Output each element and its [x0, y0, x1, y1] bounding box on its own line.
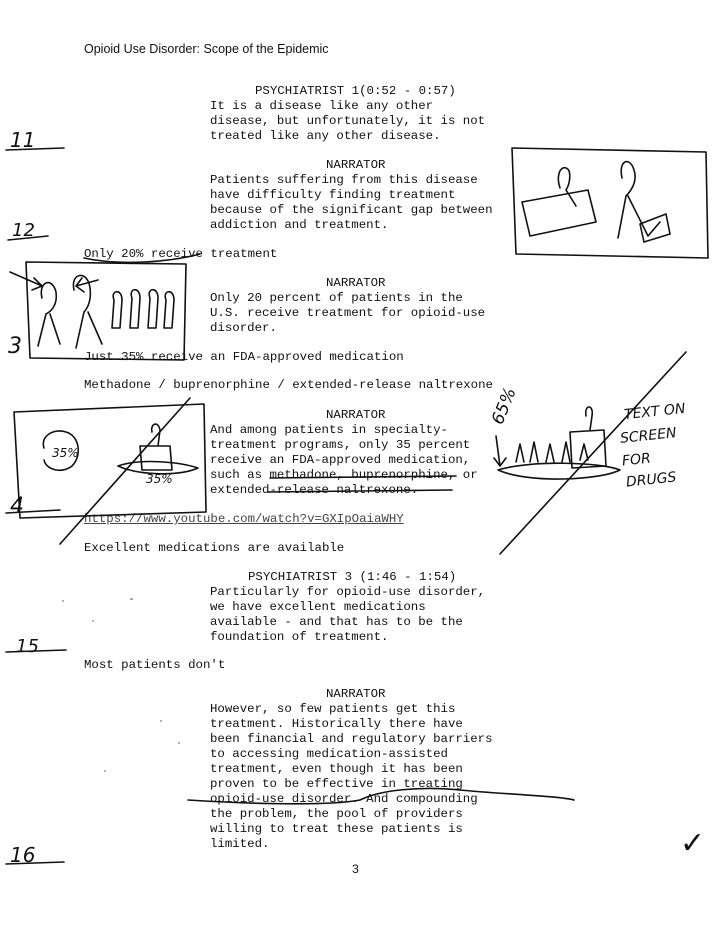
sketch-person-left: [558, 168, 576, 206]
sketch-desk: [522, 190, 596, 236]
narrator4-line: willing to treat these patients is: [210, 822, 463, 836]
margin-scene-13: 3: [8, 334, 22, 359]
narrator4-line: However, so few patients get this: [210, 702, 456, 716]
text-on-screen-note-4: DRUGS: [625, 469, 678, 491]
sketch-podium: [140, 424, 172, 470]
narrator1-heading: NARRATOR: [326, 158, 386, 172]
caption-medications: Methadone / buprenorphine / extended-release naltrexone: [84, 378, 493, 392]
narrator2-line: U.S. receive treatment for opioid-use: [210, 306, 486, 320]
narrator3-line: such as methadone, buprenorphine, or: [210, 468, 478, 482]
text-on-screen-note-3: FOR: [621, 450, 652, 470]
caption-20-percent: Only 20% receive treatment: [84, 247, 278, 261]
narrator4-line: been financial and regulatory barriers: [210, 732, 493, 746]
narrator4-line: to accessing medication-assisted: [210, 747, 448, 761]
narrator4-line: opioid-use disorder. And compounding: [210, 792, 478, 806]
sketch-crowd-figures: [516, 442, 588, 462]
scan-speck: [130, 598, 133, 600]
narrator4-line: treatment, even though it has been: [210, 762, 463, 776]
sketch-person-right: [618, 162, 660, 238]
sketch-person-big-1: [38, 283, 60, 346]
psych3-line: foundation of treatment.: [210, 630, 389, 644]
narrator1-line: Patients suffering from this disease: [210, 173, 478, 187]
narrator3-line: And among patients in specialty-: [210, 423, 448, 437]
margin-scene-12: 12: [12, 220, 35, 241]
narrator1-line: addiction and treatment.: [210, 218, 389, 232]
narrator3-heading: NARRATOR: [326, 408, 386, 422]
margin-scene-14: 4: [10, 494, 24, 519]
sketch-35-side-label: 35%: [146, 472, 173, 486]
sketch-person-big-2: [73, 275, 102, 348]
psych3-line: available - and that has to be the: [210, 615, 463, 629]
sketch-frame-20: [26, 262, 186, 360]
narrator1-line: because of the significant gap between: [210, 203, 493, 217]
page-header-title: Opioid Use Disorder: Scope of the Epidemic: [84, 42, 329, 56]
narrator2-line: disorder.: [210, 321, 277, 335]
narrator4-line: treatment. Historically there have: [210, 717, 463, 731]
sketch-small-figures: [112, 290, 174, 328]
sketch-book: [640, 214, 670, 242]
sketch-arrow-1: [10, 272, 42, 290]
sketch-65-label: 65%: [488, 384, 521, 428]
sketch-arrow-2: [76, 278, 98, 292]
sketch-35-circle-label: 35%: [52, 446, 79, 460]
sketch-frame-classroom: [512, 148, 708, 258]
narrator4-line: limited.: [210, 837, 270, 851]
psych1-heading: PSYCHIATRIST 1(0:52 - 0:57): [255, 84, 456, 98]
text-on-screen-note-2: SCREEN: [619, 425, 678, 447]
checkmark-icon: ✓: [680, 826, 706, 861]
narrator1-line: have difficulty finding treatment: [210, 188, 456, 202]
narrator4-heading: NARRATOR: [326, 687, 386, 701]
psych1-line: treated like any other disease.: [210, 129, 441, 143]
psych3-line: Particularly for opioid-use disorder,: [210, 585, 486, 599]
narrator3-line: treatment programs, only 35 percent: [210, 438, 471, 452]
psych3-line: we have excellent medications: [210, 600, 426, 614]
sketch-big-strike: [500, 352, 686, 554]
narrator2-line: Only 20 percent of patients in the: [210, 291, 463, 305]
scan-speck: [160, 720, 162, 722]
page-number: 3: [352, 862, 359, 876]
margin-scene-16: 16: [10, 843, 36, 867]
sketch-arrow-down: [494, 436, 506, 466]
scan-speck: [178, 742, 180, 744]
psych1-line: disease, but unfortunately, it is not: [210, 114, 486, 128]
sketch-podium-2: [570, 407, 606, 468]
narrator3-line: receive an FDA-approved medication,: [210, 453, 471, 467]
margin-scene-11: 11: [10, 128, 36, 152]
sketch-crowd-ellipse: [498, 463, 620, 479]
scan-speck: [62, 600, 64, 602]
psych3-heading: PSYCHIATRIST 3 (1:46 - 1:54): [248, 570, 457, 584]
narrator2-heading: NARRATOR: [326, 276, 386, 290]
margin-scene-15: 15: [16, 636, 39, 657]
youtube-link[interactable]: https://www.youtube.com/watch?v=GXIpOaiaWHY: [84, 512, 404, 526]
psych1-line: It is a disease like any other: [210, 99, 434, 113]
caption-35-percent: Just 35% receive an FDA-approved medication: [84, 350, 404, 364]
sketch-frame-35: [14, 404, 206, 518]
text-on-screen-note-1: TEXT ON: [623, 400, 687, 424]
caption-excellent-medications: Excellent medications are available: [84, 541, 345, 555]
narrator4-line: the problem, the pool of providers: [210, 807, 463, 821]
narrator3-line: extended-release naltrexone.: [210, 483, 419, 497]
narrator4-line: proven to be effective in treating: [210, 777, 463, 791]
caption-most-patients: Most patients don't: [84, 658, 226, 672]
scan-speck: [92, 620, 94, 622]
scan-speck: [104, 770, 106, 772]
